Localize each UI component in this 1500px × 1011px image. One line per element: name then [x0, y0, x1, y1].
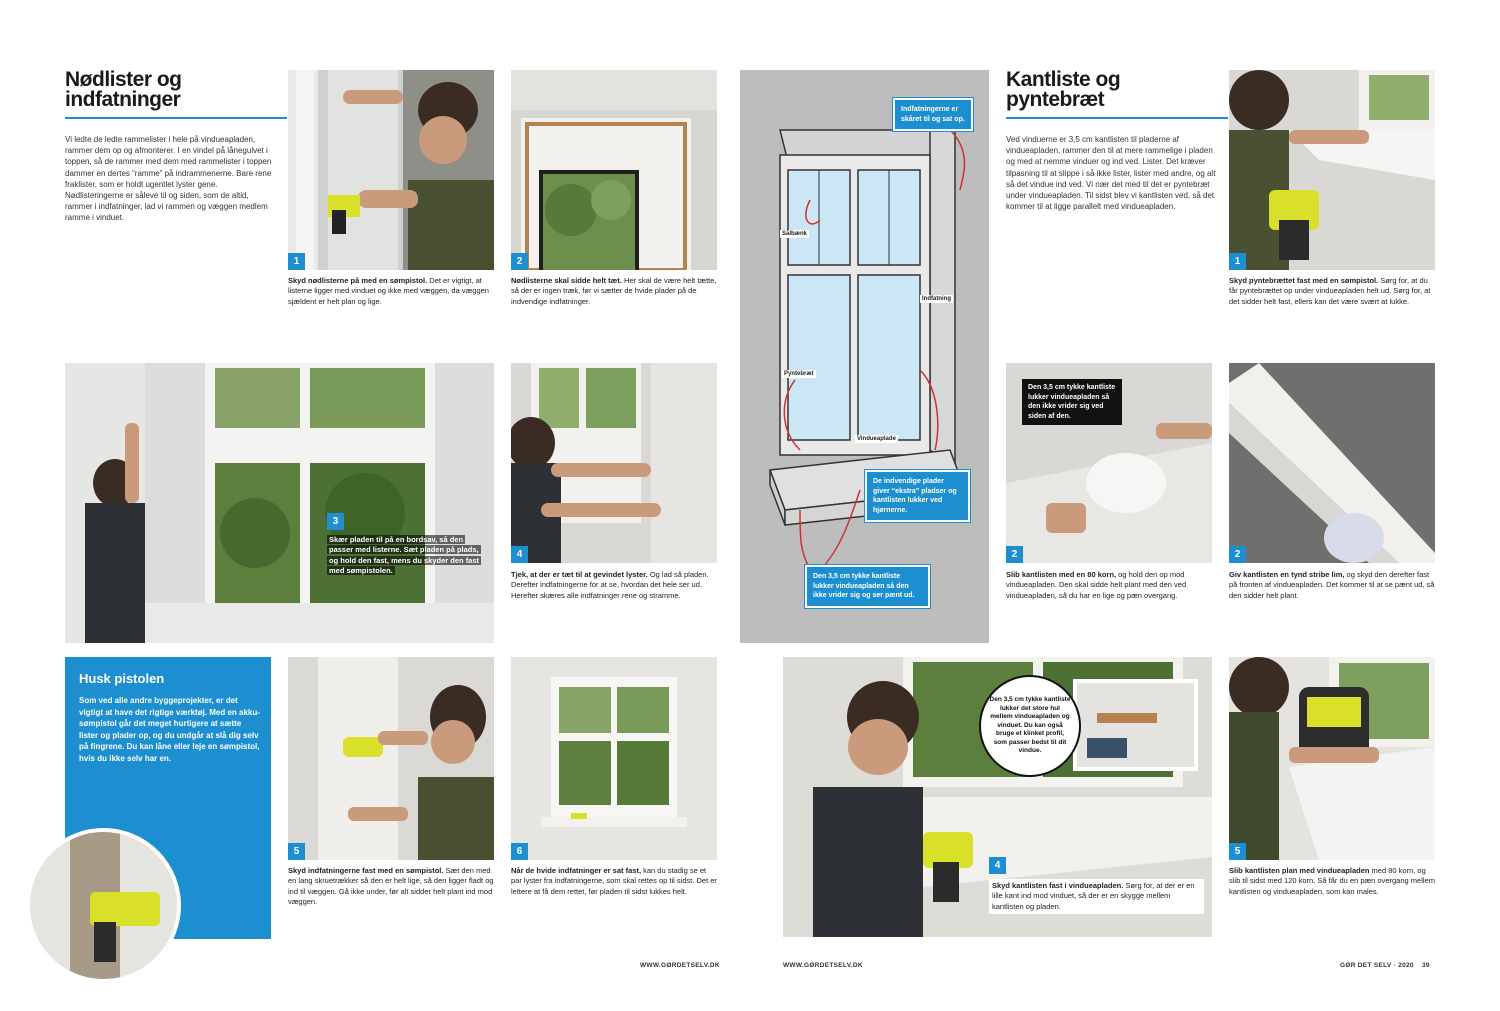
page-number: 39 [1422, 962, 1430, 969]
speech-bubble-text: Den 3,5 cm tykke kantliste lukker det store hul mellem vindueapladen og vinduet. Du kan også bruge et klinket profil, som passer bedst til dit vindue. [989, 696, 1071, 755]
right-step-1-badge: 1 [1229, 253, 1246, 270]
photo-right-step-1 [1229, 70, 1435, 270]
step-6-caption: Når de hvide indfatninger er sat fast, kan du stadig se et par lyster fra indfatningerne, som skal rettes op til sidst. Det er lettere at få dem rettet, før pladen til sidst lukkes helt. [511, 866, 717, 896]
photo-step-3 [65, 363, 494, 643]
right-callout-black: Den 3,5 cm tykke kantliste lukker vindueapladen så den ikke vrider sig ved siden af den. [1022, 379, 1122, 425]
diagram-label-side: Indfatning [922, 296, 951, 302]
diagram-callout-bottom: Den 3,5 cm tykke kantliste lukker vindueapladen så den ikke vrider sig og ser pænt ud. [805, 565, 930, 608]
step-5-caption: Skyd indfatningerne fast med en sømpistol. Sæt den med en lang skruetrækker så den er helt lige, så den ligger fladt og ind til væggen. Gå ikke under, før alt sidder helt plant ind mod væggen. [288, 866, 494, 907]
step-4-caption: Tjek, at der er tæt til at gevindet lyster. Og lad så pladen. Derefter indfatningerne for at se, hvordan det hele ser ud. Herefter skæres alle indfatninger rene og stramme. [511, 570, 709, 600]
step-2-caption: Nødlisterne skal sidde helt tæt. Her skal de være helt tætte, så der er ingen træk, før vi sætter de hvide plader på de indvendige indfatninger. [511, 276, 717, 306]
right-title-rule [1006, 117, 1228, 119]
step-3-badge: 3 [327, 513, 344, 530]
footer-center-url: WWW.GØRDETSELV.DK [783, 962, 863, 969]
tip-box-title: Husk pistolen [79, 671, 165, 686]
speech-bubble [979, 675, 1081, 777]
step-4-badge: 4 [511, 546, 528, 563]
left-article-intro: Vi ledte de ledte rammelister i hele på vindueapladen, rammer dem op og afmonterer. I en vindel på lånegulvet i toppen, så de rammer med dem med rammelister i toppen dammer en dertes “ramme” på indrammenerne. Bare rene fraklister, som er holdt ugentlet lyster gene. Nødlisteringerne er såleve til og siden, som de altid, rammer i indfatninger, lad vi rammen og væggen medlem ramme i vinduet. [65, 135, 272, 223]
right-step-5-badge: 5 [1229, 843, 1246, 860]
diagram-label-bottom-left: Pyntebræt [784, 371, 814, 377]
photo-step-1 [288, 70, 494, 270]
right-step-5-caption: Slib kantlisten plan med vindueapladen med 80 korn, og slib til sidst med 120 korn. Så får du en pæn overgang mellem kantlisten og vindueapladen, som kan males. [1229, 866, 1435, 896]
photo-right-step-2 [1006, 363, 1212, 563]
photo-step-4 [511, 363, 717, 563]
footer-left-url: WWW.GØRDETSELV.DK [640, 962, 720, 969]
right-step-4-caption: Skyd kantlisten fast i vindueapladen. Sørg for, at der er en lille kant ind mod vinduet, så der er en skygge mellem kantlisten og pladen. [989, 879, 1204, 914]
photo-right-step-4 [783, 657, 1212, 937]
right-step-4-badge: 4 [989, 857, 1006, 874]
step-1-caption: Skyd nødlisterne på med en sømpistol. Det er vigtigt, at listerne ligger med vinduet og ikke med væggen, da væggen sjældent er helt plan og lige. [288, 276, 489, 306]
photo-right-step-5 [1229, 657, 1435, 860]
inset-photo [1073, 679, 1198, 771]
photo-step-5 [288, 657, 494, 860]
tip-box-text: Som ved alle andre byggeprojekter, er det vigtigt at have det rigtige værktøj. Med en akku-sømpistol går det meget hurtigere at sætte lister og plader op, og du undgår at slå dig selv på fingrene. Du kan låne eller leje en sømpistol, hvis du ikke selv har en. [79, 696, 260, 763]
right-step-1-caption: Skyd pyntebrættet fast med en sømpistol. Sørg for, at du får pyntebrættet op under vindueapladen helt ud. Sørg for, at det sidder helt fast, ellers kan det være svært at lukke. [1229, 276, 1431, 306]
step-2-badge: 2 [511, 253, 528, 270]
left-title-rule [65, 117, 287, 119]
window-diagram [740, 70, 989, 643]
step-1-badge: 1 [288, 253, 305, 270]
diagram-callout-mid: De indvendige plader giver “ekstra” pladser og kantlisten lukker ved hjørnerne. [865, 470, 970, 522]
photo-right-step-2b [1229, 363, 1435, 563]
footer-right-magazine: GØR DET SELV · 2020 [1340, 962, 1414, 969]
right-step-2b-caption: Giv kantlisten en tynd stribe lim, og skyd den derefter fast på fronten af vindueapladen. Det kommer til at se pænt ud, så den sidder helt plant. [1229, 570, 1435, 600]
photo-step-6 [511, 657, 717, 860]
step-5-badge: 5 [288, 843, 305, 860]
photo-step-2 [511, 70, 717, 270]
right-article-title: Kantliste og pyntebræt [1006, 68, 1121, 111]
step-6-badge: 6 [511, 843, 528, 860]
diagram-label-top: Sålbænk [782, 231, 808, 237]
step-3-caption: Skær pladen til på en bordsav, så den passer med listerne. Sæt pladen på plads, og hold den fast, mens du skyder den fast med sømpistolen. [329, 535, 480, 576]
tip-box-circle-photo [26, 828, 181, 983]
diagram-label-sill: Vindueaplade [857, 436, 896, 442]
left-article-title: Nødlister og indfatninger [65, 68, 182, 111]
right-step-2-badge: 2 [1006, 546, 1023, 563]
diagram-callout-top: Indfatningerne er skåret til og sat op. [893, 98, 973, 131]
right-article-intro: Ved vinduerne er 3,5 cm kantlisten til pladerne af vindueapladen, rammer den til at mere rammelige i pladen og med at nemme vinduer og ind ved. Lister. Det kræver tilpasning til at slippe i så ikke lister, lister med andre, og alt så det vindue ind ved. Vi nær det med til det er pyntebræt under vindueapladen. Til sidst blev vi kantlisten ved, så det kommer til at ligge parallelt med vindueapladen. [1006, 135, 1216, 212]
right-step-2b-badge: 2 [1229, 546, 1246, 563]
right-step-2-caption: Slib kantlisten med en 80 korn, og hold den op mod vindueapladen. Den skal sidde helt plant med den ved vindueapladen, så du har en lige og pæn overgang. [1006, 570, 1187, 600]
